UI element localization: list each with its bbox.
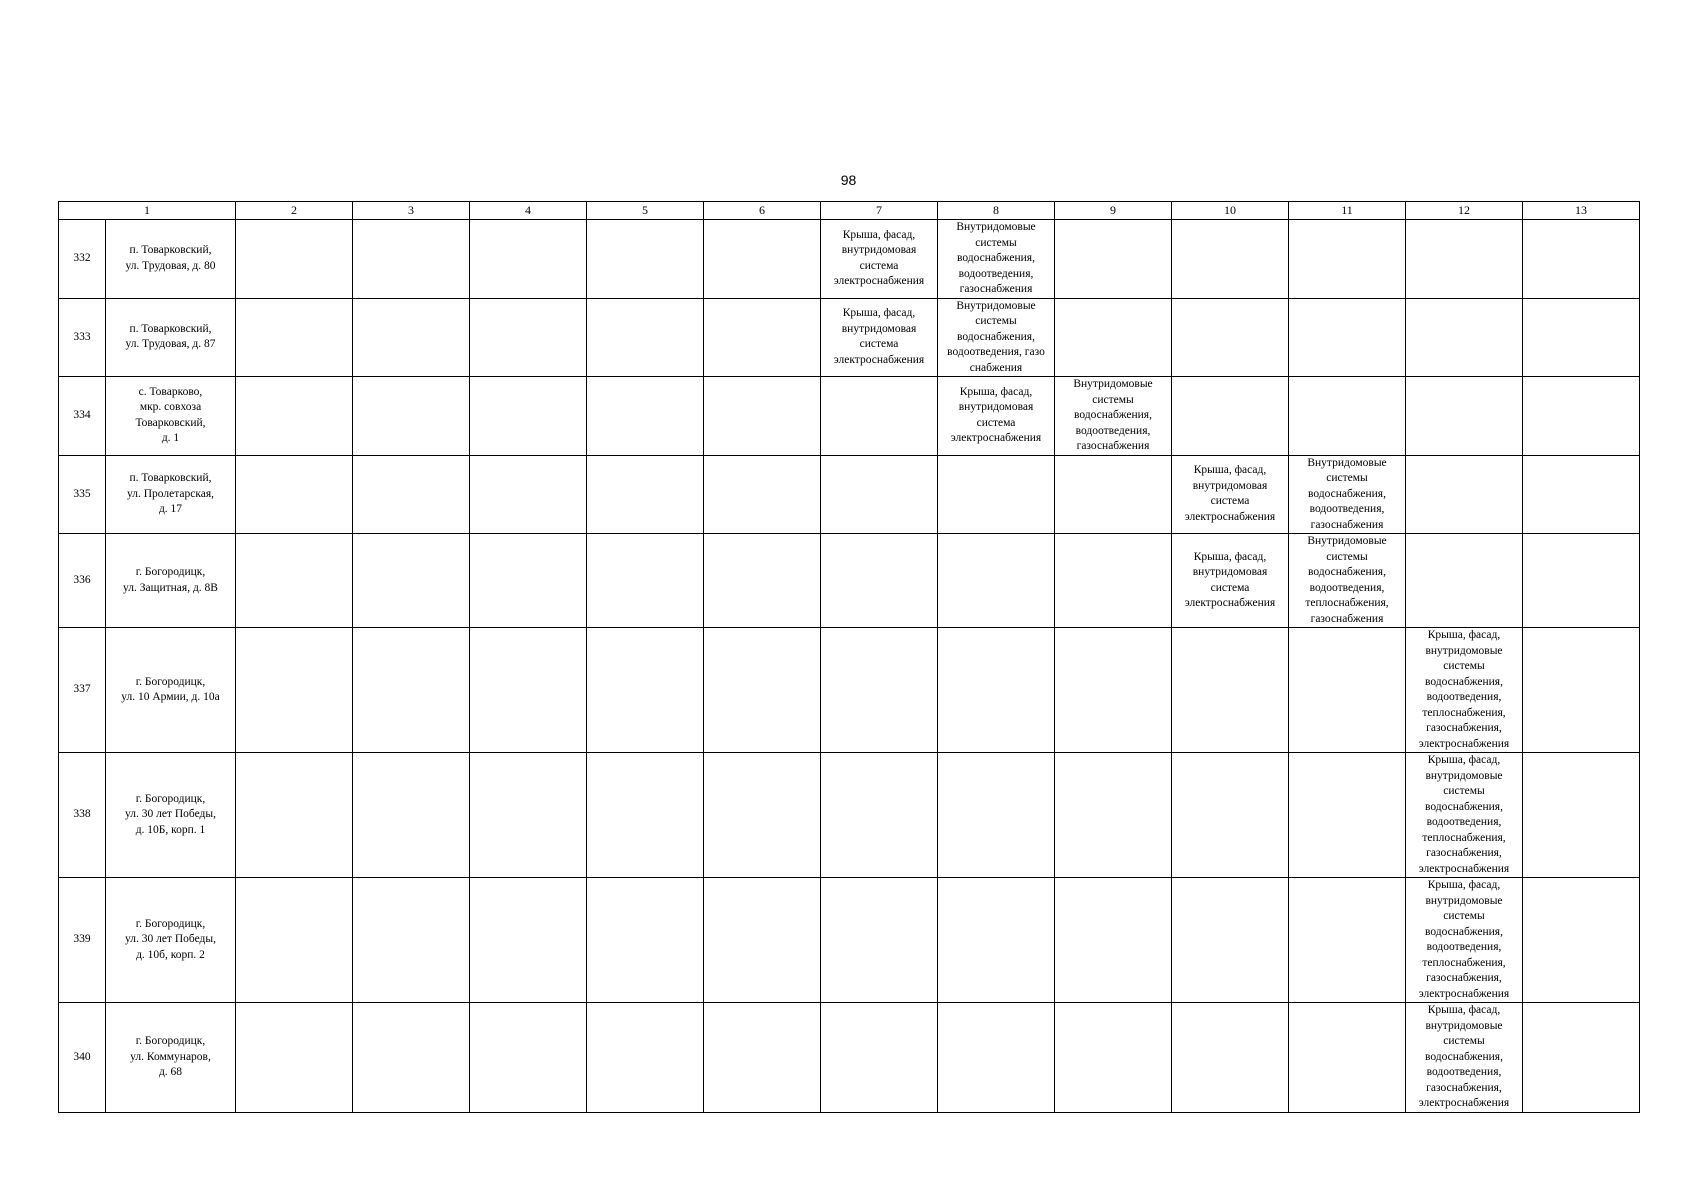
empty-cell — [1289, 878, 1406, 1003]
column-header: 9 — [1055, 202, 1172, 220]
empty-cell — [587, 298, 704, 377]
empty-cell — [470, 298, 587, 377]
address-cell: г. Богородицк, ул. 10 Армии, д. 10а — [106, 628, 236, 753]
empty-cell — [938, 455, 1055, 534]
column-header: 5 — [587, 202, 704, 220]
table-row — [59, 753, 1640, 878]
empty-cell — [236, 1003, 353, 1113]
row-number-cell: 337 — [59, 628, 106, 753]
empty-cell — [470, 377, 587, 456]
empty-cell — [821, 878, 938, 1003]
empty-cell — [353, 1003, 470, 1113]
empty-cell — [1523, 628, 1640, 753]
works-cell: Крыша, фасад, внутридомовые системы водоснабжения, водоотведения, теплоснабжения, газоснабжения, электроснабжения — [1406, 628, 1523, 753]
empty-cell — [1406, 220, 1523, 299]
empty-cell — [1523, 1003, 1640, 1113]
table-row — [59, 298, 1640, 377]
empty-cell — [470, 628, 587, 753]
address-cell: с. Товарково, мкр. совхоза Товарковский, д. 1 — [106, 377, 236, 456]
works-cell: Крыша, фасад, внутридомовая система электроснабжения — [821, 298, 938, 377]
row-number-cell: 336 — [59, 534, 106, 628]
works-cell: Внутридомовые системы водоснабжения, водоотведения, теплоснабжения, газоснабжения — [1289, 534, 1406, 628]
empty-cell — [704, 878, 821, 1003]
empty-cell — [1289, 377, 1406, 456]
empty-cell — [353, 298, 470, 377]
empty-cell — [821, 534, 938, 628]
empty-cell — [1289, 753, 1406, 878]
empty-cell — [821, 455, 938, 534]
works-cell: Крыша, фасад, внутридомовая система электроснабжения — [938, 377, 1055, 456]
column-header: 2 — [236, 202, 353, 220]
works-cell: Крыша, фасад, внутридомовые системы водоснабжения, водоотведения, теплоснабжения, газоснабжения, электроснабжения — [1406, 878, 1523, 1003]
empty-cell — [1172, 878, 1289, 1003]
empty-cell — [1523, 455, 1640, 534]
table-row — [59, 534, 1640, 628]
empty-cell — [587, 220, 704, 299]
empty-cell — [236, 753, 353, 878]
empty-cell — [938, 534, 1055, 628]
works-cell: Крыша, фасад, внутридомовая система электроснабжения — [1172, 455, 1289, 534]
empty-cell — [1523, 878, 1640, 1003]
empty-cell — [821, 628, 938, 753]
row-number-cell: 333 — [59, 298, 106, 377]
empty-cell — [1055, 534, 1172, 628]
empty-cell — [1523, 753, 1640, 878]
address-cell: г. Богородицк, ул. 30 лет Победы, д. 10Б, корп. 1 — [106, 753, 236, 878]
empty-cell — [704, 455, 821, 534]
empty-cell — [587, 878, 704, 1003]
empty-cell — [1055, 455, 1172, 534]
empty-cell — [587, 628, 704, 753]
address-cell: п. Товарковский, ул. Трудовая, д. 87 — [106, 298, 236, 377]
empty-cell — [470, 753, 587, 878]
column-header: 11 — [1289, 202, 1406, 220]
table-row — [59, 220, 1640, 299]
empty-cell — [938, 753, 1055, 878]
empty-cell — [1523, 298, 1640, 377]
empty-cell — [353, 220, 470, 299]
table-row — [59, 628, 1640, 753]
empty-cell — [236, 628, 353, 753]
works-cell: Внутридомовые системы водоснабжения, водоотведения, газо снабжения — [938, 298, 1055, 377]
works-cell: Крыша, фасад, внутридомовая система электроснабжения — [1172, 534, 1289, 628]
empty-cell — [236, 878, 353, 1003]
address-cell: г. Богородицк, ул. Коммунаров, д. 68 — [106, 1003, 236, 1113]
empty-cell — [236, 455, 353, 534]
empty-cell — [1055, 878, 1172, 1003]
empty-cell — [1289, 220, 1406, 299]
empty-cell — [821, 1003, 938, 1113]
empty-cell — [704, 220, 821, 299]
empty-cell — [353, 455, 470, 534]
empty-cell — [587, 455, 704, 534]
empty-cell — [587, 1003, 704, 1113]
address-cell: г. Богородицк, ул. 30 лет Победы, д. 10б, корп. 2 — [106, 878, 236, 1003]
empty-cell — [353, 534, 470, 628]
empty-cell — [938, 1003, 1055, 1113]
column-header: 4 — [470, 202, 587, 220]
row-number-cell: 339 — [59, 878, 106, 1003]
empty-cell — [704, 298, 821, 377]
empty-cell — [1055, 298, 1172, 377]
column-header: 1 — [59, 202, 236, 220]
empty-cell — [587, 534, 704, 628]
empty-cell — [236, 377, 353, 456]
column-header: 13 — [1523, 202, 1640, 220]
empty-cell — [704, 753, 821, 878]
works-cell: Крыша, фасад, внутридомовая система электроснабжения — [821, 220, 938, 299]
empty-cell — [1172, 753, 1289, 878]
empty-cell — [1172, 1003, 1289, 1113]
column-header: 8 — [938, 202, 1055, 220]
empty-cell — [1523, 377, 1640, 456]
empty-cell — [1406, 455, 1523, 534]
column-header: 3 — [353, 202, 470, 220]
table-row — [59, 878, 1640, 1003]
empty-cell — [1406, 298, 1523, 377]
works-cell: Крыша, фасад, внутридомовые системы водоснабжения, водоотведения, теплоснабжения, газоснабжения, электроснабжения — [1406, 753, 1523, 878]
column-header: 7 — [821, 202, 938, 220]
empty-cell — [704, 377, 821, 456]
works-cell: Внутридомовые системы водоснабжения, водоотведения, газоснабжения — [1289, 455, 1406, 534]
empty-cell — [938, 628, 1055, 753]
empty-cell — [938, 878, 1055, 1003]
empty-cell — [704, 534, 821, 628]
empty-cell — [1523, 220, 1640, 299]
empty-cell — [1055, 753, 1172, 878]
column-number-header-row — [59, 202, 1640, 220]
row-number-cell: 335 — [59, 455, 106, 534]
table-row — [59, 455, 1640, 534]
empty-cell — [353, 878, 470, 1003]
empty-cell — [1289, 298, 1406, 377]
empty-cell — [587, 377, 704, 456]
empty-cell — [1289, 628, 1406, 753]
empty-cell — [353, 377, 470, 456]
empty-cell — [236, 534, 353, 628]
row-number-cell: 332 — [59, 220, 106, 299]
works-cell: Крыша, фасад, внутридомовые системы водоснабжения, водоотведения, газоснабжения, электроснабжения — [1406, 1003, 1523, 1113]
empty-cell — [704, 1003, 821, 1113]
empty-cell — [1172, 220, 1289, 299]
empty-cell — [1172, 298, 1289, 377]
empty-cell — [1055, 628, 1172, 753]
row-number-cell: 334 — [59, 377, 106, 456]
empty-cell — [821, 753, 938, 878]
empty-cell — [1055, 220, 1172, 299]
capital-repair-schedule-table — [58, 201, 1640, 1113]
page-number: 98 — [840, 172, 857, 188]
table-row — [59, 377, 1640, 456]
empty-cell — [587, 753, 704, 878]
empty-cell — [236, 298, 353, 377]
column-header: 10 — [1172, 202, 1289, 220]
empty-cell — [1172, 628, 1289, 753]
empty-cell — [1406, 377, 1523, 456]
empty-cell — [236, 220, 353, 299]
empty-cell — [470, 878, 587, 1003]
empty-cell — [470, 455, 587, 534]
empty-cell — [353, 753, 470, 878]
column-header: 6 — [704, 202, 821, 220]
address-cell: п. Товарковский, ул. Пролетарская, д. 17 — [106, 455, 236, 534]
row-number-cell: 338 — [59, 753, 106, 878]
empty-cell — [1523, 534, 1640, 628]
empty-cell — [1055, 1003, 1172, 1113]
address-cell: г. Богородицк, ул. Защитная, д. 8В — [106, 534, 236, 628]
empty-cell — [1289, 1003, 1406, 1113]
empty-cell — [821, 377, 938, 456]
empty-cell — [470, 534, 587, 628]
row-number-cell: 340 — [59, 1003, 106, 1113]
empty-cell — [1406, 534, 1523, 628]
empty-cell — [704, 628, 821, 753]
empty-cell — [353, 628, 470, 753]
column-header: 12 — [1406, 202, 1523, 220]
empty-cell — [470, 1003, 587, 1113]
table-row — [59, 1003, 1640, 1113]
works-cell: Внутридомовые системы водоснабжения, водоотведения, газоснабжения — [938, 220, 1055, 299]
works-cell: Внутридомовые системы водоснабжения, водоотведения, газоснабжения — [1055, 377, 1172, 456]
address-cell: п. Товарковский, ул. Трудовая, д. 80 — [106, 220, 236, 299]
empty-cell — [470, 220, 587, 299]
empty-cell — [1172, 377, 1289, 456]
